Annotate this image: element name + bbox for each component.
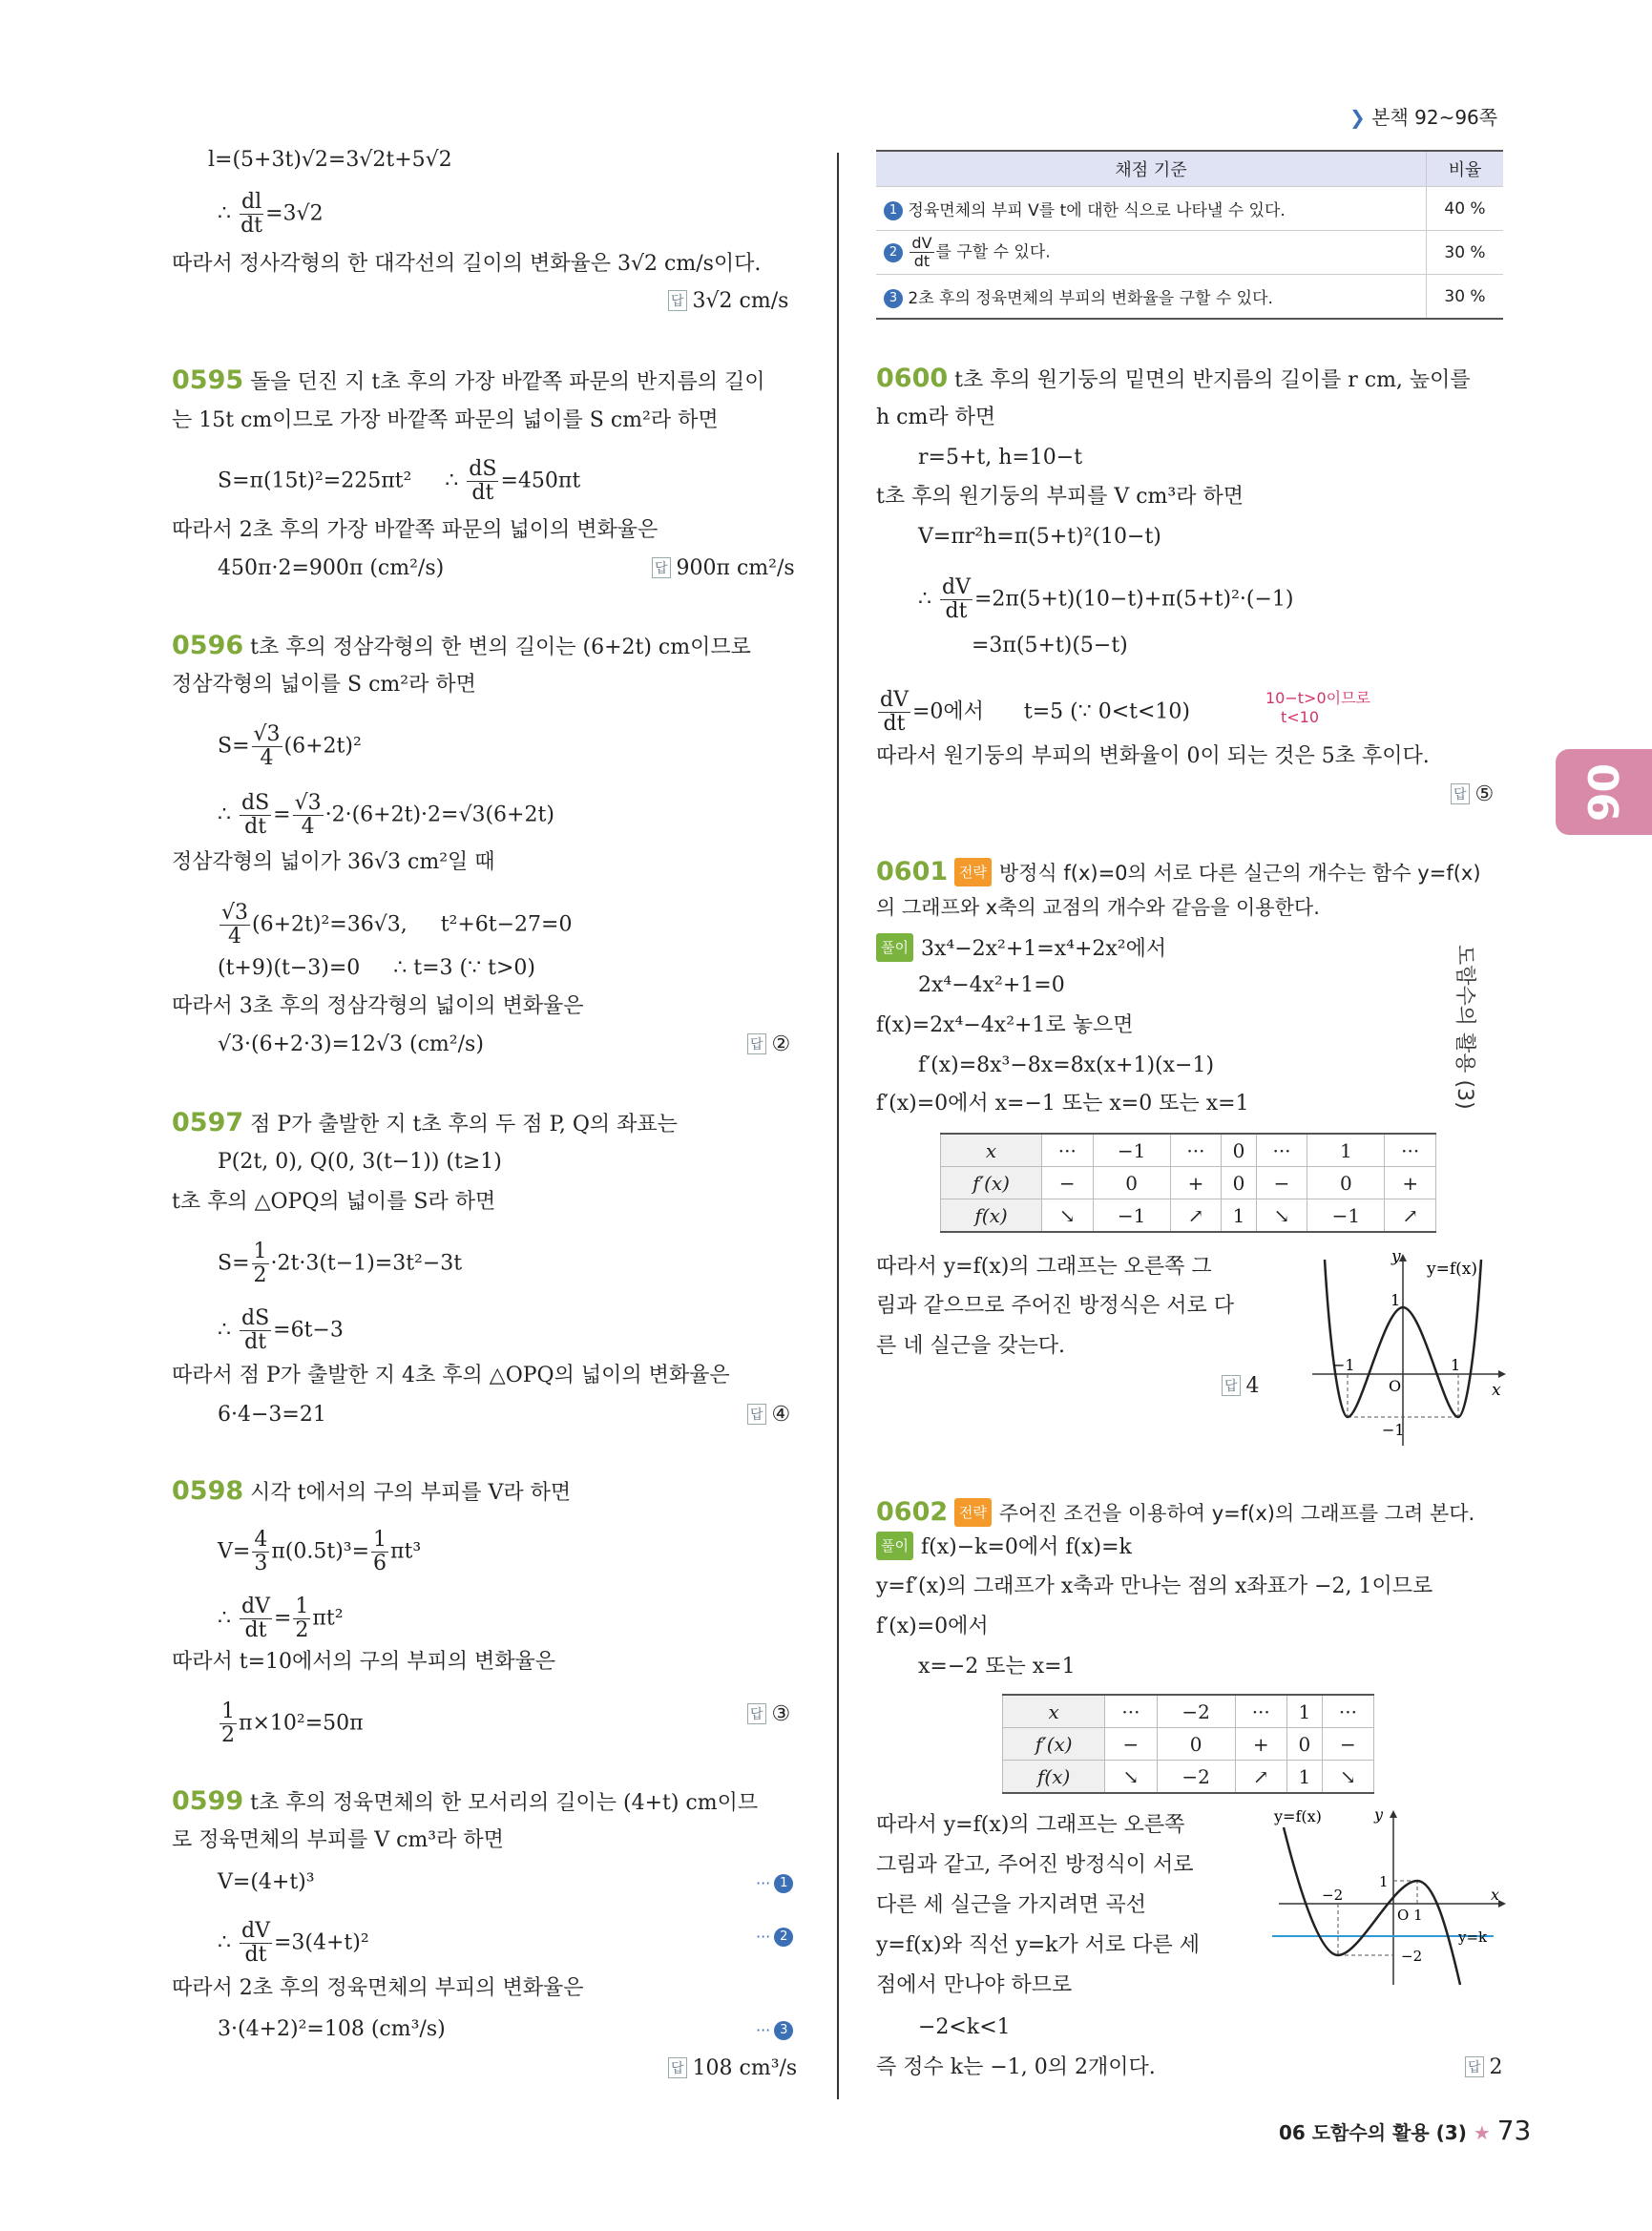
equation: f′(x)=0에서 x=−1 또는 x=0 또는 x=1 (876, 1092, 1249, 1116)
equation: S= $\frac{√3}{4}$ (6+2t)² (218, 722, 362, 770)
equation: S=π(15t)²=225πt² ∴ $\frac{dS}{dt}$ =450πt (218, 457, 581, 505)
text-line: 른 네 실근을 갖는다. (876, 1334, 1065, 1358)
equation: f′(x)=8x³−8x=8x(x+1)(x−1) (918, 1053, 1215, 1077)
problem-0597: 0597 점 P가 출발한 지 t초 후의 두 점 P, Q의 좌표는 (172, 1108, 678, 1137)
equation: √3·(6+2·3)=12√3 (cm²/s) (218, 1032, 484, 1056)
text-line: 정삼각형의 넓이를 S cm²라 하면 (172, 673, 476, 697)
equation: $\frac{√3}{4}$ (6+2t)²=36√3, t²+6t−27=0 (221, 901, 573, 949)
criteria-row: 1 정육면체의 부피 V를 t에 대한 식으로 나타낼 수 있다. (876, 187, 1427, 231)
equation: 6·4−3=21 (218, 1403, 326, 1427)
equation: −2<k<1 (918, 2015, 1011, 2039)
tick-label: 1 (1391, 1291, 1401, 1309)
answer: 답 2 (1465, 2055, 1503, 2079)
ratio-cell: 30 % (1427, 231, 1504, 275)
text-line: 즉 정수 k는 −1, 0의 2개이다. (876, 2055, 1156, 2079)
equation: 풀이 3x⁴−2x²+1=x⁴+2x²에서 (876, 933, 1166, 964)
equation: P(2t, 0), Q(0, 3(t−1)) (t≥1) (218, 1150, 502, 1174)
equation: V=(4+t)³ (218, 1870, 315, 1894)
text-line: 따라서 2초 후의 정육면체의 부피의 변화율은 (172, 1976, 584, 2000)
answer: 답 3√2 cm/s (668, 289, 788, 313)
problem-0596: 0596 t초 후의 정삼각형의 한 변의 길이는 (6+2t) cm이므로 (172, 631, 751, 660)
tick-label: −2 (1401, 1948, 1423, 1965)
equation: 2x⁴−4x²+1=0 (918, 973, 1065, 997)
page-reference: ❯ 본책 92~96쪽 (1349, 106, 1498, 129)
text-line: 로 정육면체의 부피를 V cm³라 하면 (172, 1828, 504, 1852)
scoring-criteria-table (876, 150, 1503, 320)
text-line: 따라서 2초 후의 가장 바깥쪽 파문의 넓이의 변화율은 (172, 518, 659, 542)
problem-0601: 0601 전략 방정식 f(x)=0의 서로 다른 실근의 개수는 함수 y=f(x) (876, 857, 1481, 886)
ratio-header: 비율 (1427, 151, 1504, 187)
text-line: y=f′(x)의 그래프가 x축과 만나는 점의 x좌표가 −2, 1이므로 (876, 1574, 1433, 1598)
text-line: 따라서 원기둥의 부피의 변화율이 0이 되는 것은 5초 후이다. (876, 744, 1430, 768)
problem-0598: 0598 시각 t에서의 구의 부피를 V라 하면 (172, 1476, 572, 1506)
y-axis-label: y (1391, 1250, 1401, 1266)
problem-0595: 0595 돌을 던진 지 t초 후의 가장 바깥쪽 파문의 반지름의 길이 (172, 365, 765, 395)
text-line: y=f(x)와 직선 y=k가 서로 다른 세 (876, 1933, 1201, 1957)
problem-0600: 0600 t초 후의 원기둥의 밑면의 반지름의 길이를 r cm, 높이를 (876, 364, 1471, 393)
x-axis-label: x (1491, 1886, 1500, 1904)
origin-label: O (1389, 1377, 1402, 1395)
equation: $\frac{dV}{dt}$ =0에서 t=5 (∵ 0<t<10) (880, 688, 1191, 736)
text-line: 따라서 3초 후의 정삼각형의 넓이의 변화율은 (172, 994, 584, 1018)
text-line: t초 후의 원기둥의 부피를 V cm³라 하면 (876, 485, 1244, 509)
equation: ∴ $\frac{dS}{dt}$ =6t−3 (218, 1306, 344, 1354)
footer: 06 도함수의 활용 (3) ★ 73 (1279, 2115, 1532, 2146)
chapter-number: 06 (1578, 762, 1627, 823)
ratio-cell: 30 % (1427, 275, 1504, 320)
answer: 답 ② (747, 1032, 790, 1056)
equation: $\frac{1}{2}$ π×10²=50π (221, 1699, 364, 1747)
equation: 풀이 f(x)−k=0에서 f(x)=k (876, 1532, 1132, 1562)
sign-table-0602: x ··· −2 ··· 1 ··· f′(x) − 0 + 0 − f(x) ↘ −2 ↗ 1 ↘ (1002, 1694, 1374, 1794)
equation: 3·(4+2)²=108 (cm³/s) (218, 2017, 446, 2041)
problem-0602: 0602 전략 주어진 조건을 이용하여 y=f(x)의 그래프를 그려 본다. (876, 1497, 1475, 1527)
tick-label: O 1 (1397, 1907, 1423, 1924)
graph-0601 (1307, 1250, 1508, 1450)
text-line: 림과 같으므로 주어진 방정식은 서로 다 (876, 1294, 1234, 1318)
answer: 답 108 cm³/s (668, 2056, 797, 2080)
equation: V=πr²h=π(5+t)²(10−t) (918, 525, 1161, 549)
equation: x=−2 또는 x=1 (918, 1655, 1076, 1678)
equation: ∴ $\frac{dV}{dt}$ =3(4+t)² (218, 1919, 369, 1967)
criteria-row: 3 2초 후의 정육면체의 부피의 변화율을 구할 수 있다. (876, 275, 1427, 320)
equation: =3π(5+t)(5−t) (972, 634, 1128, 657)
curve-label: y=f(x) (1274, 1808, 1322, 1825)
text-line: 따라서 점 P가 출발한 지 4초 후의 △OPQ의 넓이의 변화율은 (172, 1364, 730, 1387)
step-marker-2: ··· 2 (756, 1922, 793, 1951)
criteria-row: 2 $\frac{dV}{dt}$ 를 구할 수 있다. (876, 231, 1427, 275)
criteria-header: 채점 기준 (876, 151, 1427, 187)
equation: ∴ $\frac{dV}{dt}$ =2π(5+t)(10−t)+π(5+t)²·(−1) (918, 575, 1294, 623)
answer: 답 4 (1222, 1374, 1260, 1398)
graph-0602 (1269, 1808, 1508, 1990)
equation: ∴ $\frac{dS}{dt}$ = $\frac{√3}{4}$ ·2·(6+2t)·2=√3(6+2t) (218, 791, 554, 839)
equation: ∴ $\frac{dl}{dt}$ =3√2 (218, 190, 324, 238)
text-line: 따라서 y=f(x)의 그래프는 오른쪽 그 (876, 1255, 1212, 1279)
note: 10−t>0이므로 t<10 (1265, 689, 1370, 726)
answer: 답 ③ (747, 1702, 790, 1726)
text-line: 는 15t cm이므로 가장 바깥쪽 파문의 넓이를 S cm²라 하면 (172, 408, 719, 432)
ratio-cell: 40 % (1427, 187, 1504, 231)
text-line: 그림과 같고, 주어진 방정식이 서로 (876, 1853, 1194, 1877)
text-line: 의 그래프와 x축의 교점의 개수와 같음을 이용한다. (876, 896, 1320, 919)
equation: S= $\frac{1}{2}$ ·2t·3(t−1)=3t²−3t (218, 1240, 463, 1287)
tick-label: 1 (1451, 1356, 1461, 1374)
sign-table-0601: x ··· −1 ··· 0 ··· 1 ··· f′(x) − 0 + 0 − 0 + f(x) ↘ −1 ↗ 1 ↘ −1 ↗ (940, 1133, 1436, 1233)
step-marker-3: ··· 3 (756, 2015, 793, 2045)
step-marker-1: ··· 1 (756, 1868, 793, 1898)
x-axis-label: x (1492, 1381, 1501, 1400)
text-line: 다른 세 실근을 가지려면 곡선 (876, 1893, 1146, 1917)
equation: V= $\frac{4}{3}$ π(0.5t)³= $\frac{1}{6}$ πt³ (218, 1528, 422, 1575)
tick-label: 1 (1379, 1873, 1389, 1890)
text-line: h cm라 하면 (876, 406, 996, 429)
answer: 답 ⑤ (1451, 782, 1494, 806)
text-line: 정삼각형의 넓이가 36√3 cm²일 때 (172, 850, 495, 874)
curve-label: y=f(x) (1427, 1260, 1477, 1279)
column-divider (837, 153, 839, 2099)
text-line: 점에서 만나야 하므로 (876, 1973, 1073, 1997)
tick-label: −1 (1332, 1356, 1355, 1374)
text-line: t초 후의 △OPQ의 넓이를 S라 하면 (172, 1190, 496, 1214)
equation: (t+9)(t−3)=0 ∴ t=3 (∵ t>0) (218, 956, 535, 980)
equation: f′(x)=0에서 (876, 1615, 989, 1638)
chapter-title: 도함수의 활용 (3) (1453, 945, 1476, 1110)
equation: l=(5+3t)√2=3√2t+5√2 (208, 148, 452, 172)
equation: 450π·2=900π (cm²/s) (218, 556, 445, 580)
line-label: y=k (1458, 1929, 1488, 1946)
tick-label: −2 (1322, 1887, 1344, 1904)
chapter-tab (1556, 749, 1652, 835)
equation: ∴ $\frac{dV}{dt}$ = $\frac{1}{2}$ πt² (218, 1595, 344, 1642)
equation: f(x)=2x⁴−4x²+1로 놓으면 (876, 1013, 1134, 1037)
text-line: 따라서 t=10에서의 구의 부피의 변화율은 (172, 1650, 556, 1674)
y-axis-label: y (1374, 1808, 1384, 1824)
text-line: 따라서 정사각형의 한 대각선의 길이의 변화율은 3√2 cm/s이다. (172, 252, 762, 276)
tick-label: −1 (1382, 1421, 1405, 1439)
text-line: 따라서 y=f(x)의 그래프는 오른쪽 (876, 1813, 1185, 1837)
answer: 답 ④ (747, 1403, 790, 1427)
answer: 답 900π cm²/s (652, 556, 795, 580)
equation: r=5+t, h=10−t (918, 446, 1083, 469)
problem-0599: 0599 t초 후의 정육면체의 한 모서리의 길이는 (4+t) cm이므 (172, 1786, 759, 1816)
